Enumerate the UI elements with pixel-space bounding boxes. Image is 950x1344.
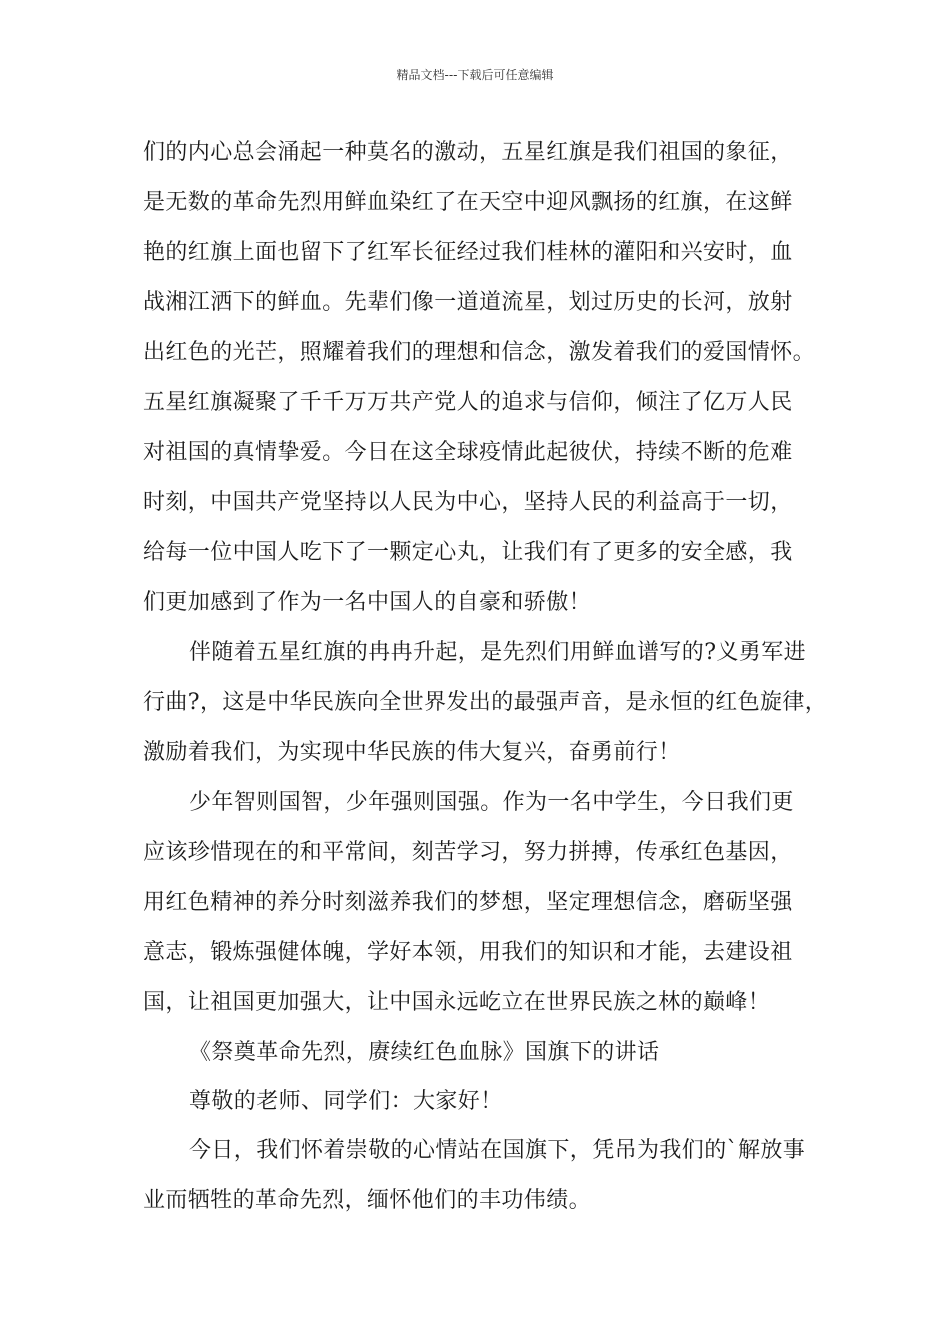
- paragraph-start-line: 伴随着五星红旗的冉冉升起，是先烈们用鲜血谱写的?义勇军进: [189, 640, 806, 665]
- text-line: 是无数的革命先烈用鲜血染红了在天空中迎风飘扬的红旗，在这鲜: [143, 190, 793, 215]
- page-header: 精品文档---下载后可任意编辑: [396, 68, 554, 82]
- text-line: 们的内心总会涌起一种莫名的激动，五星红旗是我们祖国的象征，: [143, 140, 793, 165]
- text-line: 用红色精神的养分时刻滋养我们的梦想，坚定理想信念，磨砺坚强: [143, 890, 793, 915]
- text-line: 艳的红旗上面也留下了红军长征经过我们桂林的灌阳和兴安时，血: [143, 240, 793, 265]
- text-line: 意志，锻炼强健体魄，学好本领，用我们的知识和才能，去建设祖: [143, 940, 793, 965]
- text-line: 应该珍惜现在的和平常间，刻苦学习，努力拼搏，传承红色基因，: [143, 840, 793, 865]
- text-line: 时刻，中国共产党坚持以人民为中心，坚持人民的利益高于一切，: [143, 490, 793, 515]
- paragraph-start-line: 少年智则国智，少年强则国强。作为一名中学生，今日我们更: [189, 790, 794, 815]
- text-line: 行曲?，这是中华民族向全世界发出的最强声音，是永恒的红色旋律，: [143, 690, 828, 715]
- text-line: 对祖国的真情挚爱。今日在这全球疫情此起彼伏，持续不断的危难: [143, 440, 793, 465]
- document-body: [143, 128, 833, 1226]
- text-line: 出红色的光芒，照耀着我们的理想和信念，激发着我们的爱国情怀。: [143, 340, 816, 365]
- text-line: 激励着我们，为实现中华民族的伟大复兴，奋勇前行！: [143, 740, 681, 765]
- text-line: 战湘江洒下的鲜血。先辈们像一道道流星，划过历史的长河，放射: [143, 290, 793, 315]
- text-line: 给每一位中国人吃下了一颗定心丸，让我们有了更多的安全感，我: [143, 540, 793, 565]
- text-line: 五星红旗凝聚了千千万万共产党人的追求与信仰，倾注了亿万人民: [143, 390, 793, 415]
- text-line: 业而牺牲的革命先烈，缅怀他们的丰功伟绩。: [143, 1188, 592, 1213]
- paragraph-start-line: 今日，我们怀着崇敬的心情站在国旗下，凭吊为我们的`解放事: [189, 1138, 806, 1163]
- salutation: 尊敬的老师、同学们：大家好！: [189, 1089, 503, 1114]
- text-line: 国，让祖国更加强大，让中国永远屹立在世界民族之林的巅峰！: [143, 990, 771, 1015]
- text-line: 们更加感到了作为一名中国人的自豪和骄傲！: [143, 590, 592, 615]
- speech-title: 《祭奠革命先烈，赓续红色血脉》国旗下的讲话: [189, 1040, 660, 1065]
